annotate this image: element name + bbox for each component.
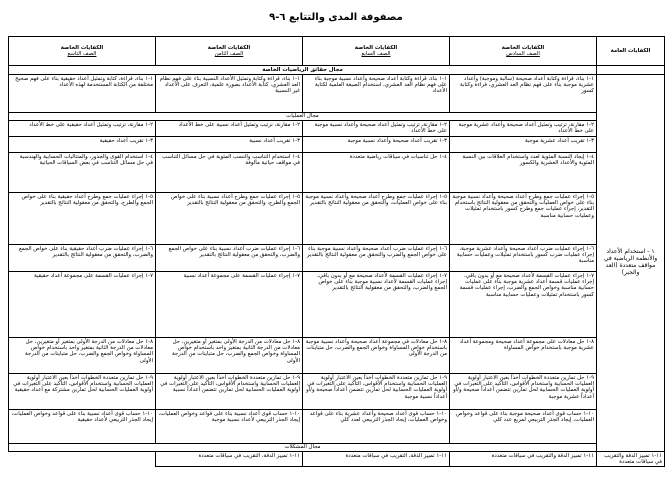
grade-9-header	[9, 37, 156, 66]
grade-7-header	[303, 37, 450, 66]
table-cell: ١١-١ تمييز الدقة، التقريب في سياقات متعددة	[303, 452, 450, 467]
table-cell: ٢-١ مقارنة، ترتيب وتمثيل أعداد صحيحة وأعداد عشرية موجبة على خط الأعداد	[450, 121, 597, 137]
table-cell: ٣-١ تقريب أعداد صحيحة وأعداد نسبية موجبة	[303, 137, 450, 153]
table-row	[9, 374, 665, 410]
table-cell: ٦-١ إجراء عمليات ضرب أعداد حقيقية بناء على خواص الجمع والضرب، والتحقق من معقولية النتائج بالتقدير	[9, 245, 156, 272]
table-cell: ٢-١ مقارنة، ترتيب وتمثيل أعداد نسبية على خط الأعداد	[156, 121, 303, 137]
table-cell: ٧-١ إجراء عمليات القسمة لأعداد صحيحة مع أو بدون باقي، إجراء عمليات القسمة لأعداد نسبية موجبة بناء على خواص الجمع والضرب، والتحقق من معقولية النتائج بالتقدير	[303, 272, 450, 338]
general-competency-header: الكفايات العامة	[597, 37, 665, 66]
page-title: مصفوفة المدى والتتابع ٦-٩	[269, 12, 403, 23]
table-cell: مجال المشكلات	[9, 444, 597, 452]
table-row	[9, 410, 665, 444]
general-competency-cell: ١ - استخدام الأعداد والأنظمة الرياضية في مواقف متعددة (العد والجبر)	[597, 75, 665, 452]
table-cell: الكفايات الخاصة	[354, 44, 398, 51]
table-cell: ٥-١ إجراء عمليات جمع وطرح أعداد نسبية بناء على خواص الجمع والطرح، والتحقق من معقولية النتائج بالتقدير	[156, 193, 303, 245]
operations-band	[9, 113, 665, 121]
scope-sequence-table	[8, 36, 665, 467]
table-row	[9, 121, 665, 137]
table-cell: ٨-١ حل معادلات في مجموعة أعداد صحيحة وأعداد نسبية موجبة باستخدام خواص المساواة وخواص الجمع والضرب، حل متباينات من الدرجة الأولى	[303, 338, 450, 374]
table-cell: ٣-١ تقريب أعداد عشرية موجبة	[450, 137, 597, 153]
table-row	[9, 272, 665, 338]
table-cell: ٧-١ إجراء عمليات القسمة لأعداد صحيحة مع أو بدون باقي، إجراء عمليات قسمة أعداد عشرية موجبة بناء على عمليات حسابية مناسبة وخواص الجمع والضرب، إجراء عمليات قسمة كسور باستخدام تمثيلات وعمليات حسابية مناسبة	[450, 272, 597, 338]
table-row	[9, 137, 665, 153]
table-cell: ٧-١ إجراء عمليات القسمة على مجموعة أعداد حقيقية	[9, 272, 156, 338]
grade-8-header	[156, 37, 303, 66]
table-cell: ٤-١ استخدام القوى والجذور، والمتتاليات الحسابية والهندسية في حل مسائل التناسب في بعض السياقات الحياتية	[9, 153, 156, 193]
table-row	[9, 245, 665, 272]
table-cell: ٨-١ حل معادلات على مجموعة أعداد صحيحة ومجموعة أعداد عشرية موجبة باستخدام خواص المساواة	[450, 338, 597, 374]
table-cell: ٤-١ إيجاد النسبة المئوية لعدد واستخدام العلاقات بين النسبة المئوية والأعداد العشرية والكسور	[450, 153, 597, 193]
table-cell: ٢-١ مقارنة، ترتيب وتمثيل أعداد حقيقية على خط الأعداد	[9, 121, 156, 137]
table-cell: ١٠-١ حساب قوى أعداد نسبية بناء على قواعد وخواص العمليات، إيجاد الجذر التربيعي لأعداد نسبية موجبة	[156, 410, 303, 444]
table-cell: ١-١ بناء، قراءة وكتابة أعداد صحيحة وأعداد نسبية موجبة بناء على فهم نظام العد العشري، استخدام الصيغة العلمية لكتابة الأعداد	[303, 75, 450, 113]
table-cell: ٢-١ مقارنة، ترتيب وتمثيل أعداد صحيحة وأعداد نسبية موجبة على خط الأعداد	[303, 121, 450, 137]
table-cell: الكفايات الخاصة	[501, 44, 545, 51]
table-cell: الصف الثامن	[214, 51, 244, 57]
table-row	[9, 75, 665, 113]
table-cell: ٨-١ حل معادلات من الدرجة الأولى بمتغير أو متغيرين، حل معادلات من الدرجة الثانية بمتغير واحد باستخدام خواص المساواة وخواص الجمع والضرب، حل متباينات من الدرجة الأولى	[156, 338, 303, 374]
table-cell: الكفايات الخاصة	[207, 44, 251, 51]
table-row	[9, 338, 665, 374]
table-cell: ١١-١ تمييز الدقة، التقريب في سياقات متعددة	[156, 452, 303, 467]
table-cell: ٦-١ إجراء عمليات ضرب أعداد نسبية بناء على خواص الجمع والضرب، والتحقق من معقولية النتائج بالتقدير	[156, 245, 303, 272]
table-cell: ٣-١ تقريب أعداد نسبية	[156, 137, 303, 153]
table-row	[9, 452, 665, 467]
table-cell: ١-١ بناء، قراءة، كتابة وتمثيل أعداد حقيقية بناء على فهم صحيح مختلفة من الكتابة المستخدمة لهذه الأعداد	[9, 75, 156, 113]
grade-6-header	[450, 37, 597, 66]
table-cell: ٦-١ إجراء عمليات ضرب أعداد صحيحة وأعداد نسبية موجبة بناء على خواص الجمع والضرب والتحقق من معقولية النتائج بالتقدير	[303, 245, 450, 272]
table-cell: ٩-١ حل تمارين متعددة الخطوات أخذاً بعين الاعتبار أولوية العمليات الحسابية واستخدام الأقواس، التأكيد على التغيرات في أولوية العمليات الحسابية لحل تمارين تتضمن أعداداً نسبية	[156, 374, 303, 410]
problems-band	[9, 444, 665, 452]
table-cell: الصف السادس	[506, 51, 540, 57]
table-cell: الكفايات الخاصة	[60, 44, 104, 51]
table-cell: ٥-١ إجراء عمليات جمع وطرح أعداد صحيحة وأعداد نسبية موجبة بناء على خواص العمليات، والتحقق من معقولية النتائج بالتقدير	[303, 193, 450, 245]
table-cell: ١٠-١ حساب قوى أعداد صحيحة موجبة بناء على قواعد وخواص العمليات، إيجاد الجذر التربيعي لمربع عدد كلي	[450, 410, 597, 444]
table-cell: مجال حقائق الرياضيات الخاصة	[9, 66, 597, 75]
table-cell: ٧-١ إجراء عمليات القسمة على مجموعة أعداد نسبية	[156, 272, 303, 338]
table-cell: ٨-١ حل معادلات من الدرجة الأولى بمتغير أو متغيرين، حل معادلات من الدرجة الثانية بمتغير واحد باستخدام خواص المساواة وخواص الجمع والضرب، حل متباينات من الدرجة الأولى	[9, 338, 156, 374]
table-cell: ١١-١ تمييز الدقة والتقريب في سياقات متعددة	[450, 452, 597, 467]
table-cell: ٦-١ إجراء عمليات ضرب أعداد صحيحة وأعداد عشرية موجبة، إجراء عمليات ضرب كسور باستخدام تمثيلات وعمليات حسابية مناسبة	[450, 245, 597, 272]
table-cell: الصف التاسع	[67, 51, 97, 57]
table-cell: ٩-١ حل تمارين متعددة الخطوات أخذاً بعين الاعتبار أولوية العمليات الحسابية واستخدام الأقواس، التأكيد على التغيرات في أولوية العمليات الحسابية لحل تمارين مشتركة مع أعداد حقيقية	[9, 374, 156, 410]
header-row	[9, 37, 665, 66]
table-cell: ١٠-١ حساب قوى أعداد صحيحة وأعداد عشرية بناء على قواعد وخواص العمليات، إيجاد الجذر التربيعي لعدد كلي	[303, 410, 450, 444]
table-cell: ٩-١ حل تمارين متعددة الخطوات أخذاً بعين الاعتبار أولوية العمليات الحسابية واستخدام الأقواس، التأكيد على التغيرات في أولوية العمليات الحسابية لحل تمارين تتضمن أعداداً صحيحة و/أو أعداداً عشرية موجبة	[450, 374, 597, 410]
table-row	[9, 193, 665, 245]
table-cell: الصف السابع	[361, 51, 391, 57]
table-cell: مجال العمليات	[9, 113, 597, 121]
table-cell: ٤-١ استخدام التناسب والنسب المئوية في حل مسائل التناسب في مواقف حياتية مألوفة	[156, 153, 303, 193]
table-row	[9, 153, 665, 193]
table-cell: ١٠-١ حساب قوى أعداد نسبية بناء على قواعد وخواص العمليات، إيجاد الجذر التربيعي لأعداد حقيقية	[9, 410, 156, 444]
table-cell: ٣-١ تقريب أعداد حقيقية	[9, 137, 156, 153]
table-cell: ٥-١ إجراء عمليات جمع وطرح أعداد حقيقية بناء على خواص الجمع والطرح، والتحقق من معقولية النتائج بالتقدير	[9, 193, 156, 245]
facts-band	[9, 66, 665, 75]
table-cell: ٤-١ حل تناسبات في سياقات رياضية متعددة	[303, 153, 450, 193]
table-cell: ٥-١ إجراء عمليات جمع وطرح أعداد صحيحة وأعداد نسبية موجبة بناء على خواص العمليات والتحقق من معقولية النتائج باستخدام التقدير، إجراء عمليات جمع وطرح كسور باستخدام تمثيلات وعمليات حسابية مناسبة	[450, 193, 597, 245]
table-cell: ١-١ بناء، قراءة وكتابة وتمثيل الأعداد النسبية بناء على فهم نظام العد العشري، كتابة الأعداد بصورة علمية، التعرف على الأعداد غير النسبية	[156, 75, 303, 113]
table-cell: ١١-١ تمييز الدقة والتقريب في سياقات متعددة	[597, 452, 665, 467]
table-cell: ٩-١ حل تمارين متعددة الخطوات أخذاً بعين الاعتبار أولوية العمليات الحسابية واستخدام الأقواس، التأكيد على التغيرات في أولوية العمليات الحسابية لحل تمارين تتضمن أعداداً صحيحة و/أو أعداداً نسبية موجبة	[303, 374, 450, 410]
table-cell: ١-١ بناء، قراءة وكتابة أعداد صحيحة (سالبة وموجبة) وأعداد عشرية موجبة بناء على فهم نظام العد العشري، قراءة وكتابة كسور	[450, 75, 597, 113]
